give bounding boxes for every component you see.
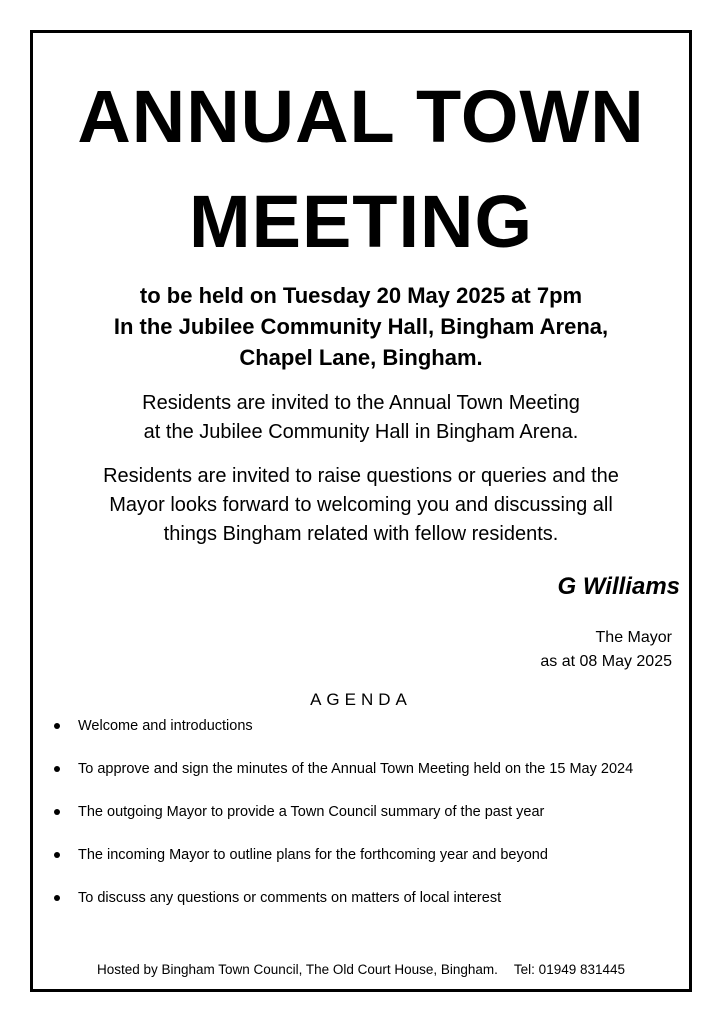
bullet-icon bbox=[54, 766, 60, 772]
title-line-1: ANNUAL TOWN bbox=[77, 75, 645, 158]
bullet-icon bbox=[54, 723, 60, 729]
footer-host: Hosted by Bingham Town Council, The Old Court House, Bingham. bbox=[96, 962, 498, 977]
invitation-line-2: at the Jubilee Community Hall in Bingham Arena. bbox=[143, 421, 579, 443]
bullet-icon bbox=[54, 809, 60, 815]
questions-line-3: things Bingham related with fellow residents. bbox=[163, 523, 559, 545]
agenda-item bbox=[52, 888, 633, 931]
invitation-line-1: Residents are invited to the Annual Town Meeting bbox=[142, 392, 580, 414]
bullet-icon bbox=[54, 852, 60, 858]
questions-line-1: Residents are invited to raise questions or queries and the bbox=[103, 465, 619, 487]
meeting-details bbox=[30, 280, 692, 373]
agenda-item-text: To approve and sign the minutes of the Annual Town Meeting held on the 15 May 2024 bbox=[78, 761, 634, 777]
questions-paragraph bbox=[40, 462, 682, 549]
agenda-item-text: Welcome and introductions bbox=[78, 718, 253, 734]
meeting-date: to be held on Tuesday 20 May 2025 at 7pm bbox=[139, 283, 583, 308]
mayor-signature: G Williams bbox=[557, 573, 680, 600]
mayor-date: as at 08 May 2025 bbox=[540, 653, 672, 670]
agenda-item-text: The incoming Mayor to outline plans for the forthcoming year and beyond bbox=[78, 847, 548, 863]
agenda-item bbox=[52, 716, 633, 759]
mayor-block bbox=[540, 626, 672, 674]
bullet-icon bbox=[54, 895, 60, 901]
mayor-title: The Mayor bbox=[595, 629, 672, 646]
footer bbox=[30, 962, 692, 977]
agenda-item-text: The outgoing Mayor to provide a Town Council summary of the past year bbox=[78, 804, 545, 820]
agenda-item-text: To discuss any questions or comments on matters of local interest bbox=[78, 890, 502, 906]
title-line-2: MEETING bbox=[188, 180, 534, 263]
agenda-item bbox=[52, 802, 633, 845]
agenda-item bbox=[52, 845, 633, 888]
agenda-list bbox=[52, 716, 633, 931]
meeting-venue: In the Jubilee Community Hall, Bingham Arena, bbox=[113, 314, 609, 339]
agenda-heading: AGENDA bbox=[310, 690, 412, 709]
footer-telephone: Tel: 01949 831445 bbox=[513, 962, 626, 977]
meeting-address: Chapel Lane, Bingham. bbox=[239, 345, 483, 370]
questions-line-2: Mayor looks forward to welcoming you and discussing all bbox=[109, 494, 613, 516]
agenda-item bbox=[52, 759, 633, 802]
invitation-paragraph bbox=[40, 389, 682, 447]
